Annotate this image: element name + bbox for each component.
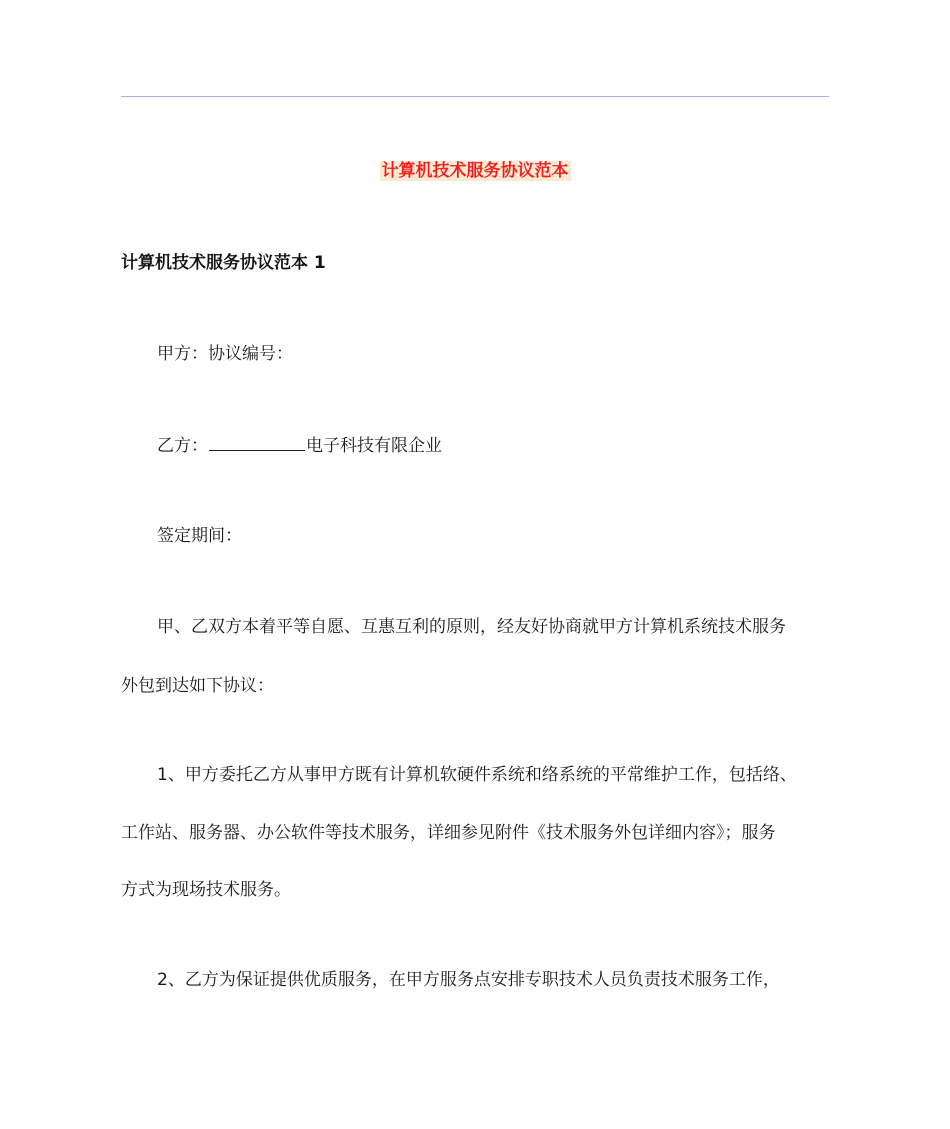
party-b-company: 电子科技有限企业 bbox=[306, 436, 442, 456]
document-title-text: 计算机技术服务协议范本 bbox=[381, 161, 569, 181]
header-rule bbox=[121, 96, 829, 97]
intro-line-1: 甲、乙双方本着平等自愿、互惠互利的原则，经友好协商就甲方计算机系统技术服务 bbox=[157, 617, 786, 637]
party-b-label: 乙方： bbox=[157, 436, 208, 456]
clause-1-line-3: 方式为现场技术服务。 bbox=[121, 880, 291, 900]
fill-in-blank bbox=[209, 432, 305, 451]
party-a-line: 甲方：协议编号： bbox=[157, 344, 293, 364]
clause-1-line-2: 工作站、服务器、办公软件等技术服务，详细参见附件《技术服务外包详细内容》；服务 bbox=[121, 823, 776, 843]
intro-line-2: 外包到达如下协议： bbox=[121, 676, 274, 696]
signing-date-line: 签定期间： bbox=[157, 526, 242, 546]
party-b-line bbox=[157, 432, 442, 459]
clause-1-line-1: 1、甲方委托乙方从事甲方既有计算机软硬件系统和络系统的平常维护工作，包括络、 bbox=[157, 765, 797, 785]
section-heading: 计算机技术服务协议范本 1 bbox=[121, 253, 326, 273]
document-title bbox=[0, 158, 950, 184]
clause-2-line-1: 2、乙方为保证提供优质服务，在甲方服务点安排专职技术人员负责技术服务工作， bbox=[157, 970, 780, 990]
